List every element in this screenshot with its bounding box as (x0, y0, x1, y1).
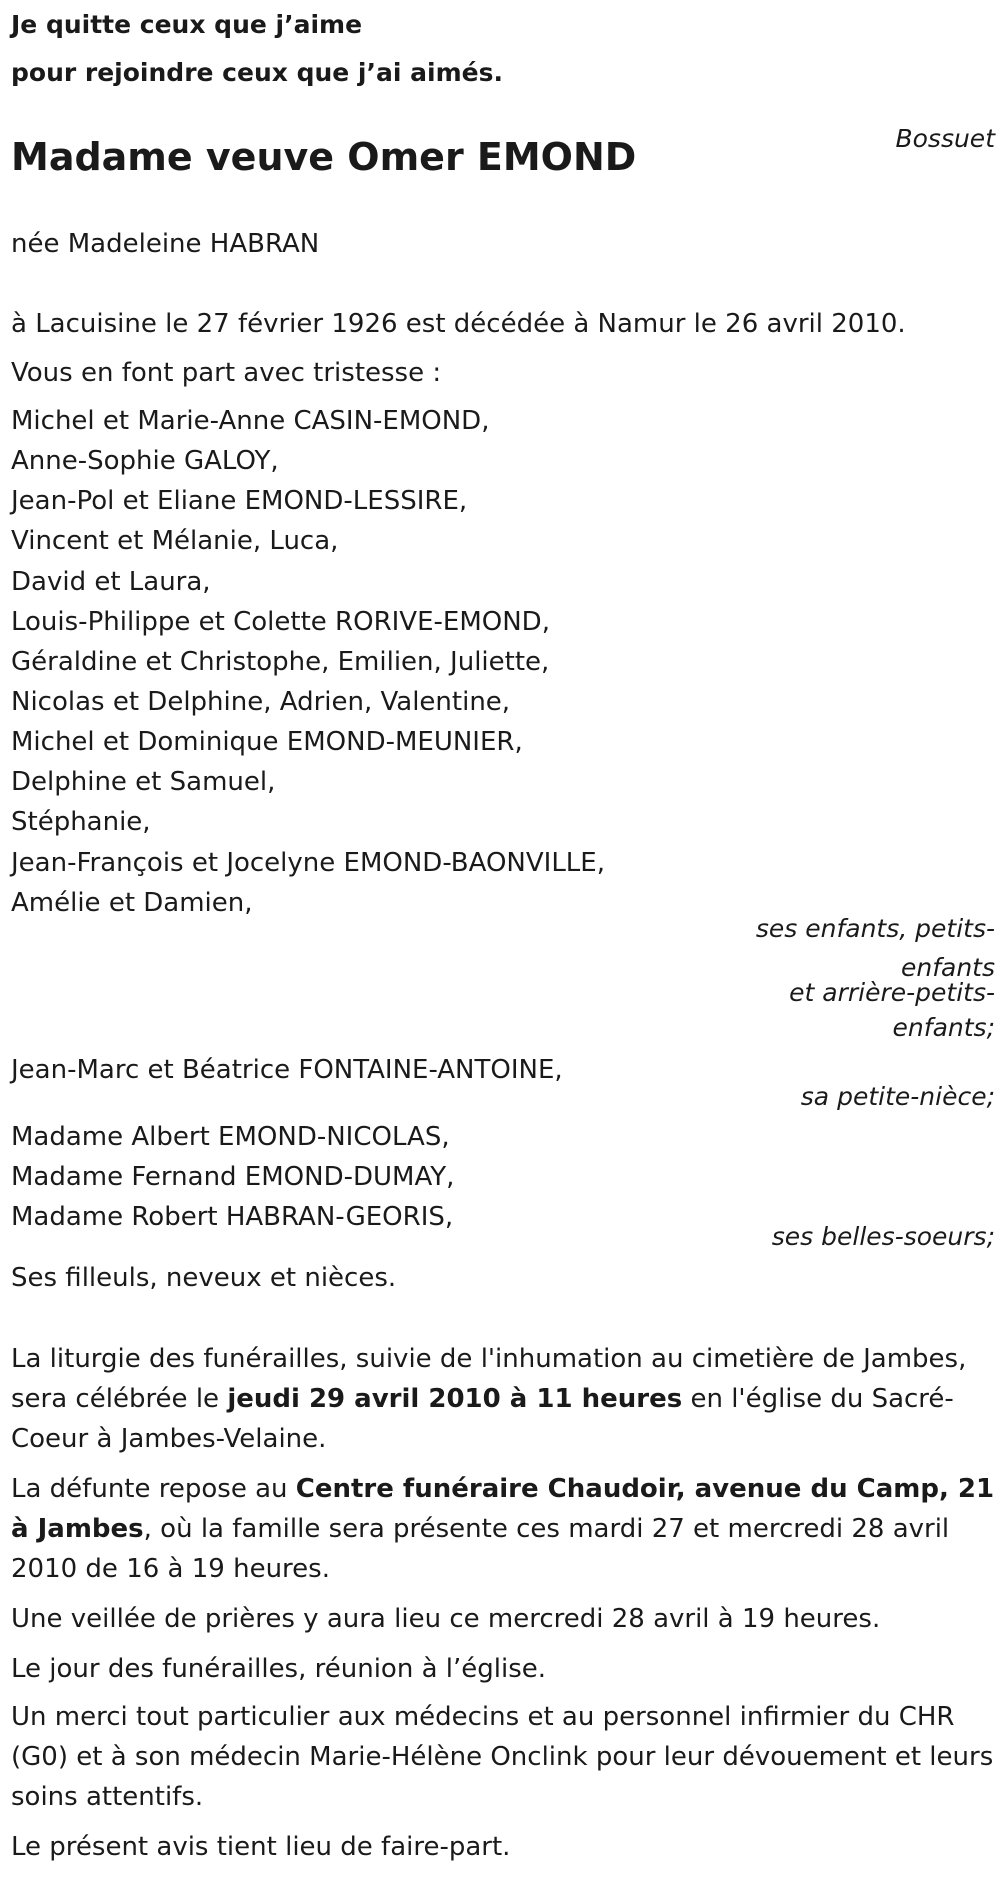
deceased-name: Madame veuve Omer EMOND (11, 135, 637, 179)
family-line: Jean-Pol et Eliane EMOND-LESSIRE, (11, 486, 468, 516)
family-line: Michel et Marie-Anne CASIN-EMOND, (11, 406, 490, 436)
sister-in-law-line: Madame Fernand EMOND-DUMAY, (11, 1162, 455, 1192)
notice-paragraph: Le présent avis tient lieu de faire-part. (11, 1832, 511, 1862)
thanks-paragraph: Un merci tout particulier aux médecins et au personnel infirmier du CHR (G0) et à son médecin Marie-Hélène Onclink pour leur dévouement et leurs soins attentifs. (11, 1702, 994, 1812)
meeting-paragraph: Le jour des funérailles, réunion à l’église. (11, 1654, 547, 1684)
funeral-date: jeudi 29 avril 2010 à 11 heures (227, 1384, 683, 1414)
relation-niece: sa petite-nièce; (800, 1082, 995, 1111)
family-line: Géraldine et Christophe, Emilien, Juliette, (11, 647, 550, 677)
funeral-paragraph (11, 1339, 995, 1459)
relation-children: ses enfants, petits- (755, 914, 995, 943)
relation-children: et arrière-petits- (789, 978, 995, 1007)
rest-text: , où la famille sera présente ces mardi 27 et mercredi 28 avril 2010 de 16 à 19 heures. (11, 1514, 950, 1584)
family-line: Louis-Philippe et Colette RORIVE-EMOND, (11, 607, 550, 637)
family-line: Delphine et Samuel, (11, 767, 276, 797)
relation-sisters: ses belles-soeurs; (771, 1222, 995, 1251)
sister-in-law-line: Madame Albert EMOND-NICOLAS, (11, 1122, 450, 1152)
epigraph-line-1: Je quitte ceux que j’aime (11, 10, 363, 39)
funeral-text: en l'église du Sacré-Coeur à Jambes-Velaine. (11, 1384, 954, 1454)
epigraph-line-2: pour rejoindre ceux que j’ai aimés. (11, 58, 503, 87)
relation-children: enfants; (892, 1013, 995, 1042)
relation-children: enfants (900, 953, 995, 982)
family-line: David et Laura, (11, 567, 211, 597)
niece-line: Jean-Marc et Béatrice FONTAINE-ANTOINE, (11, 1055, 563, 1085)
rest-place-paragraph (11, 1469, 995, 1589)
funeral-text: La liturgie des funérailles, suivie de l'inhumation au cimetière de Jambes, sera célébrée le (11, 1344, 967, 1414)
family-line: Michel et Dominique EMOND-MEUNIER, (11, 727, 523, 757)
family-line: Amélie et Damien, (11, 888, 253, 918)
family-line: Anne-Sophie GALOY, (11, 446, 279, 476)
family-line: Stéphanie, (11, 807, 151, 837)
rest-text: La défunte repose au (11, 1474, 296, 1504)
family-line: Jean-François et Jocelyne EMOND-BAONVILLE, (11, 848, 605, 878)
vigil-paragraph: Une veillée de prières y aura lieu ce mercredi 28 avril à 19 heures. (11, 1604, 881, 1634)
announcement: Vous en font part avec tristesse : (11, 358, 442, 388)
epigraph-author: Bossuet (895, 124, 995, 153)
family-line: Nicolas et Delphine, Adrien, Valentine, (11, 687, 511, 717)
born-as: née Madeleine HABRAN (11, 229, 320, 259)
godchildren-line: Ses filleuls, neveux et nièces. (11, 1263, 397, 1293)
family-line: Vincent et Mélanie, Luca, (11, 526, 339, 556)
sister-in-law-line: Madame Robert HABRAN-GEORIS, (11, 1202, 454, 1232)
rest-place: Centre funéraire Chaudoir, avenue du Camp, 21 à Jambes (11, 1474, 995, 1544)
birth-death-dates: à Lacuisine le 27 février 1926 est décédée à Namur le 26 avril 2010. (11, 309, 906, 339)
